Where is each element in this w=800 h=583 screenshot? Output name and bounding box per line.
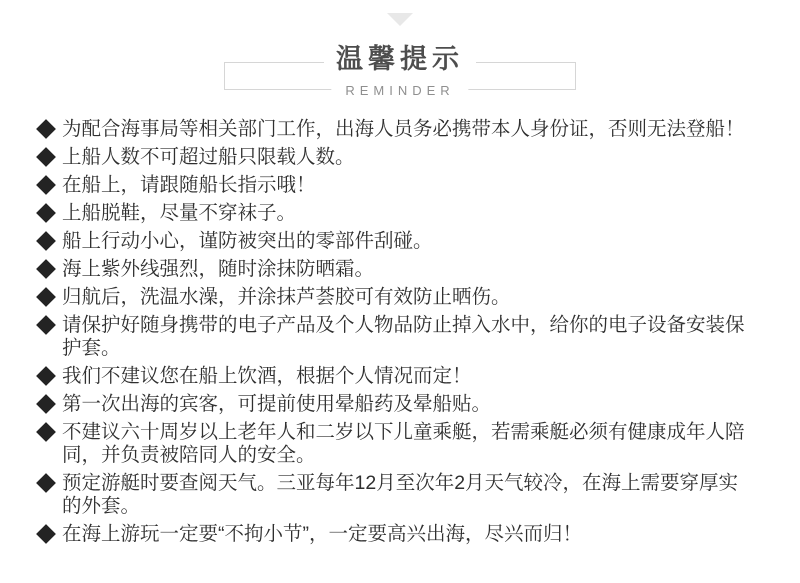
notice-text: 在海上游玩一定要“不拘小节”，一定要高兴出海，尽兴而归！ xyxy=(62,523,582,545)
notice-item xyxy=(36,286,788,309)
notice-item xyxy=(36,118,788,141)
notice-text: 不建议六十周岁以上老年人和二岁以下儿童乘艇，若需乘艇必须有健康成年人陪同，并负责被陪同人的安全。 xyxy=(62,421,745,466)
triangle-down-icon xyxy=(387,13,413,26)
page-subtitle: REMINDER xyxy=(331,83,468,98)
notice-item xyxy=(36,421,788,467)
notice-text: 第一次出海的宾客，可提前使用晕船药及晕船贴。 xyxy=(62,393,492,415)
notice-item xyxy=(36,202,788,225)
notice-item xyxy=(36,393,788,416)
notice-item xyxy=(36,523,788,546)
notice-list xyxy=(36,118,788,551)
diamond-bullet-icon xyxy=(36,523,62,546)
diamond-bullet-icon xyxy=(36,118,62,141)
notice-text: 我们不建议您在船上饮酒，根据个人情况而定！ xyxy=(62,365,472,387)
diamond-bullet-icon xyxy=(36,365,62,388)
notice-item xyxy=(36,472,788,518)
notice-item xyxy=(36,146,788,169)
diamond-bullet-icon xyxy=(36,393,62,416)
diamond-bullet-icon xyxy=(36,230,62,253)
diamond-bullet-icon xyxy=(36,146,62,169)
notice-text: 为配合海事局等相关部门工作，出海人员务必携带本人身份证，否则无法登船！ xyxy=(62,118,745,140)
diamond-bullet-icon xyxy=(36,472,62,495)
notice-item xyxy=(36,365,788,388)
diamond-bullet-icon xyxy=(36,314,62,337)
notice-text: 在船上，请跟随船长指示哦！ xyxy=(62,174,316,196)
diamond-bullet-icon xyxy=(36,258,62,281)
notice-item xyxy=(36,258,788,281)
page-title: 温馨提示 xyxy=(324,44,476,74)
notice-text: 船上行动小心，谨防被突出的零部件刮碰。 xyxy=(62,230,433,252)
notice-item xyxy=(36,174,788,197)
notice-text: 请保护好随身携带的电子产品及个人物品防止掉入水中，给你的电子设备安装保护套。 xyxy=(62,314,745,359)
diamond-bullet-icon xyxy=(36,174,62,197)
notice-item xyxy=(36,314,788,360)
notice-text: 归航后，洗温水澡，并涂抹芦荟胶可有效防止晒伤。 xyxy=(62,286,511,308)
diamond-bullet-icon xyxy=(36,421,62,444)
notice-text: 预定游艇时要查阅天气。三亚每年12月至次年2月天气较冷，在海上需要穿厚实的外套。 xyxy=(62,472,739,517)
diamond-bullet-icon xyxy=(36,202,62,225)
notice-text: 上船人数不可超过船只限载人数。 xyxy=(62,146,355,168)
notice-text: 海上紫外线强烈，随时涂抹防晒霜。 xyxy=(62,258,375,280)
notice-item xyxy=(36,230,788,253)
notice-text: 上船脱鞋，尽量不穿袜子。 xyxy=(62,202,297,224)
diamond-bullet-icon xyxy=(36,286,62,309)
